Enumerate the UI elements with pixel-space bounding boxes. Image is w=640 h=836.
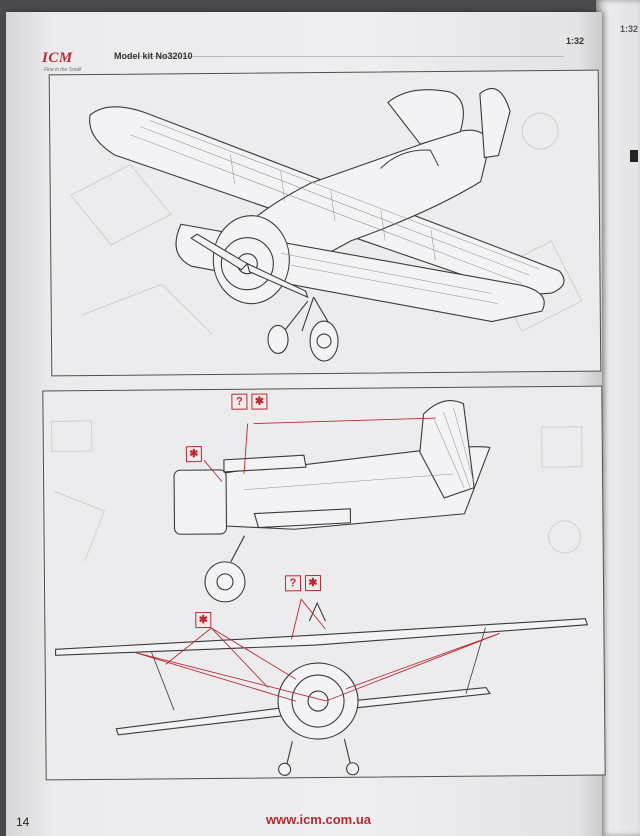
asterisk-mark-callout: ✱: [251, 393, 267, 409]
page-number: 14: [16, 815, 30, 829]
icm-logo: [42, 50, 102, 76]
isometric-view-panel: [49, 70, 602, 377]
logo-text: ICM: [42, 50, 73, 66]
instruction-page: [6, 12, 602, 836]
asterisk-mark-callout: ✱: [195, 612, 211, 628]
facing-page-scale: 1:32: [620, 24, 639, 34]
biplane-isometric-drawing: [50, 71, 601, 376]
scale-label: 1:32: [566, 36, 585, 46]
facing-page-mark: [630, 150, 638, 162]
biplane-side-front-drawing: [43, 387, 604, 780]
kit-title: Model kit No32010: [114, 51, 193, 61]
website-link[interactable]: www.icm.com.ua: [266, 812, 371, 827]
asterisk-mark-callout: ✱: [305, 575, 321, 591]
question-mark-callout: ?: [285, 575, 301, 591]
asterisk-mark-callout: ✱: [186, 446, 202, 462]
question-mark-callout: ?: [231, 394, 247, 410]
rigging-view-panel: [42, 386, 605, 781]
logo-tagline: Fine in the Small: [44, 67, 82, 73]
